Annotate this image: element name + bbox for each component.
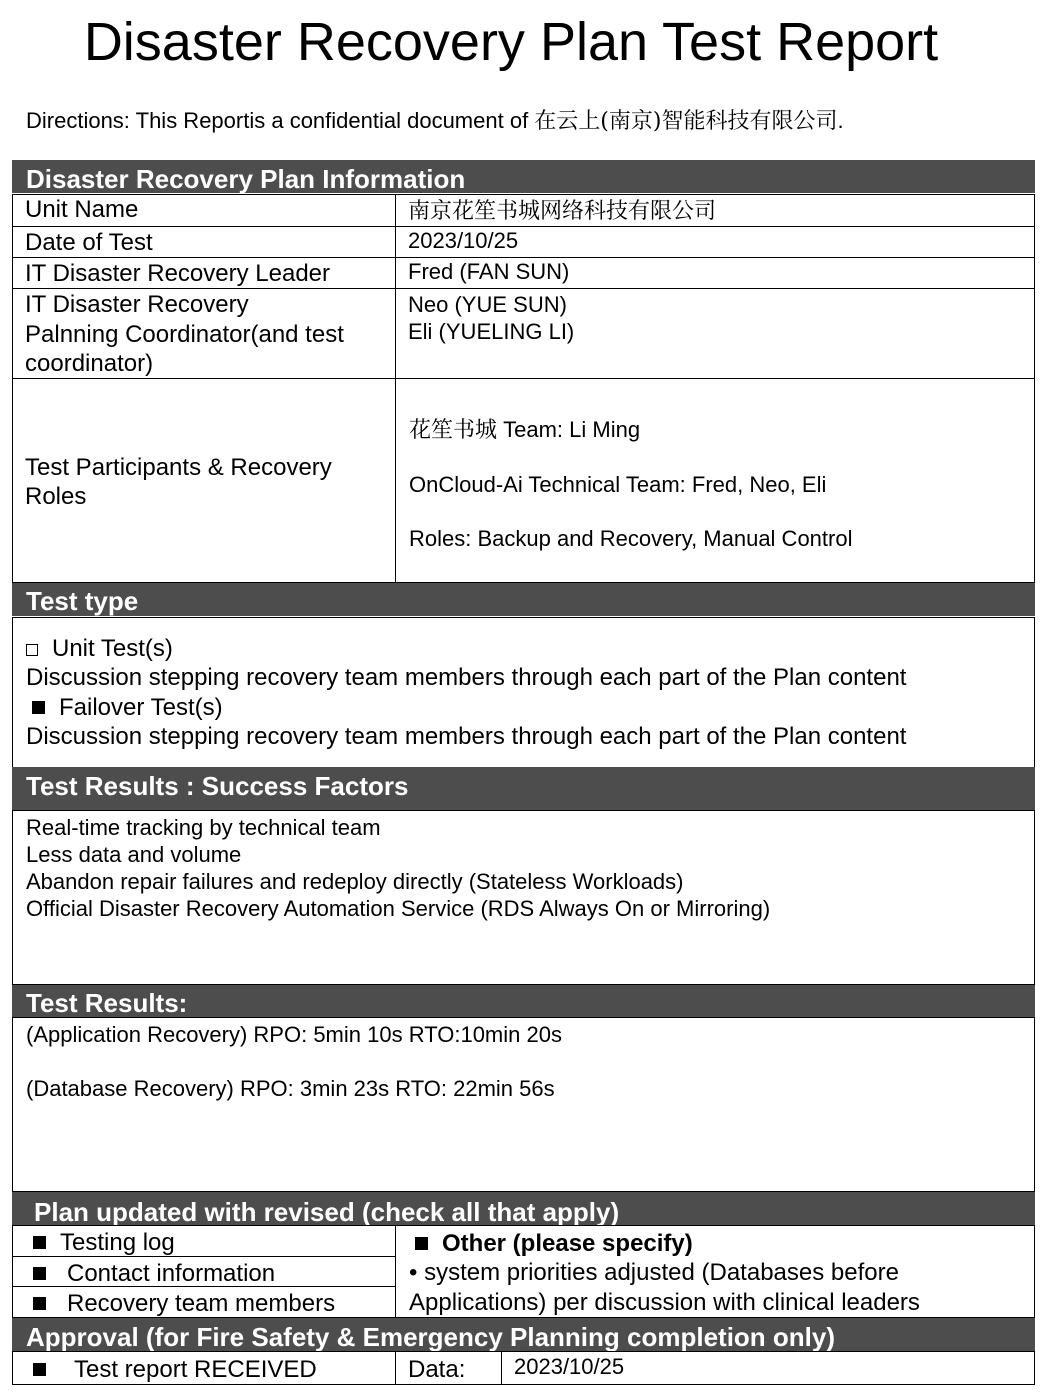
failover-test-option [32, 693, 223, 722]
section-header-plan-info: Disaster Recovery Plan Information [12, 160, 1035, 193]
unit-test-option [26, 634, 173, 663]
update-item-testing-log [12, 1225, 396, 1257]
other-specify-label: Other (please specify) [442, 1230, 693, 1257]
checked-box-icon [33, 1297, 46, 1310]
date-of-test-value: 2023/10/25 [395, 226, 1035, 258]
application-recovery-result: (Application Recovery) RPO: 5min 10s RTO:10min 20s [26, 1022, 562, 1047]
participants-value [395, 378, 1035, 583]
section-header-approval: Approval (for Fire Safety & Emergency Planning completion only) [12, 1318, 1035, 1351]
roles-line: Roles: Backup and Recovery, Manual Control [409, 526, 853, 551]
success-factor-item: Real-time tracking by technical team [26, 815, 381, 840]
checked-box-icon [32, 701, 45, 714]
coordinator-label-line: coordinator) [25, 350, 154, 377]
unit-name-label: Unit Name [12, 194, 396, 227]
unchecked-box-icon [26, 644, 38, 656]
participants-label-line: Roles [25, 483, 87, 510]
other-specify-cell [395, 1225, 1035, 1318]
directions-suffix: . [837, 108, 844, 133]
technical-team-line: OnCloud-Ai Technical Team: Fred, Neo, Eli [409, 472, 827, 497]
other-specify-option [415, 1229, 693, 1258]
dr-leader-value: Fred (FAN SUN) [395, 257, 1035, 289]
unit-name-value: 南京花笙书城网络科技有限公司 [395, 194, 1035, 227]
participant-team-line [409, 415, 640, 446]
directions-prefix: Directions: This Reportis a confidential document of [26, 108, 535, 133]
test-results-box [12, 1017, 1035, 1192]
checked-box-icon [33, 1363, 46, 1376]
team-name-cn: 花笙书城 [409, 418, 498, 443]
approval-date-label: Data: [395, 1351, 502, 1385]
success-factor-item: Less data and volume [26, 842, 242, 867]
section-header-success-factors: Test Results : Success Factors [12, 767, 1035, 810]
checked-box-icon [33, 1236, 46, 1249]
coordinator-value [395, 288, 1035, 379]
section-header-test-type: Test type [12, 583, 1035, 616]
page-title: Disaster Recovery Plan Test Report [83, 12, 939, 72]
date-of-test-label: Date of Test [12, 226, 396, 258]
directions-company: 在云上(南京)智能科技有限公司 [534, 109, 838, 134]
checked-box-icon [415, 1237, 428, 1250]
section-header-plan-updated: Plan updated with revised (check all that apply) [12, 1192, 1035, 1225]
failover-test-label: Failover Test(s) [59, 694, 223, 721]
approval-item-label: Test report RECEIVED [74, 1356, 317, 1383]
success-factors-box [12, 810, 1035, 985]
report-sheet [12, 160, 1035, 1386]
update-item-label: Recovery team members [67, 1290, 336, 1317]
success-factor-item: Abandon repair failures and redeploy directly (Stateless Workloads) [26, 869, 684, 894]
unit-test-description: Discussion stepping recovery team members through each part of the Plan content [26, 664, 907, 691]
team-members: Team: Li Ming [497, 417, 641, 442]
approval-date-value: 2023/10/25 [501, 1351, 1035, 1385]
other-specify-line: • system priorities adjusted (Databases before [409, 1259, 899, 1286]
coordinator-label-line: IT Disaster Recovery [25, 291, 249, 318]
failover-test-description: Discussion stepping recovery team members through each part of the Plan content [26, 723, 907, 750]
update-item-label: Contact information [67, 1260, 276, 1287]
approval-item [12, 1351, 396, 1385]
test-type-box [12, 617, 1035, 768]
unit-test-label: Unit Test(s) [52, 635, 173, 662]
success-factor-item: Official Disaster Recovery Automation Service (RDS Always On or Mirroring) [26, 896, 771, 921]
section-header-test-results: Test Results: [12, 985, 1035, 1017]
directions-text [26, 104, 844, 135]
dr-leader-label: IT Disaster Recovery Leader [12, 257, 396, 289]
participants-label-line: Test Participants & Recovery [25, 454, 332, 481]
update-item-label: Testing log [60, 1229, 175, 1256]
update-item-contact-information [12, 1256, 396, 1287]
coordinator-label [12, 288, 396, 379]
update-item-recovery-team [12, 1286, 396, 1318]
checked-box-icon [33, 1267, 46, 1280]
database-recovery-result: (Database Recovery) RPO: 3min 23s RTO: 22min 56s [26, 1076, 555, 1101]
participants-label [12, 378, 396, 583]
coordinator-label-line: Palnning Coordinator(and test [25, 320, 344, 348]
coordinator-name: Neo (YUE SUN) [408, 292, 567, 317]
other-specify-line: Applications) per discussion with clinical leaders [409, 1289, 920, 1316]
coordinator-name: Eli (YUELING LI) [408, 319, 575, 344]
